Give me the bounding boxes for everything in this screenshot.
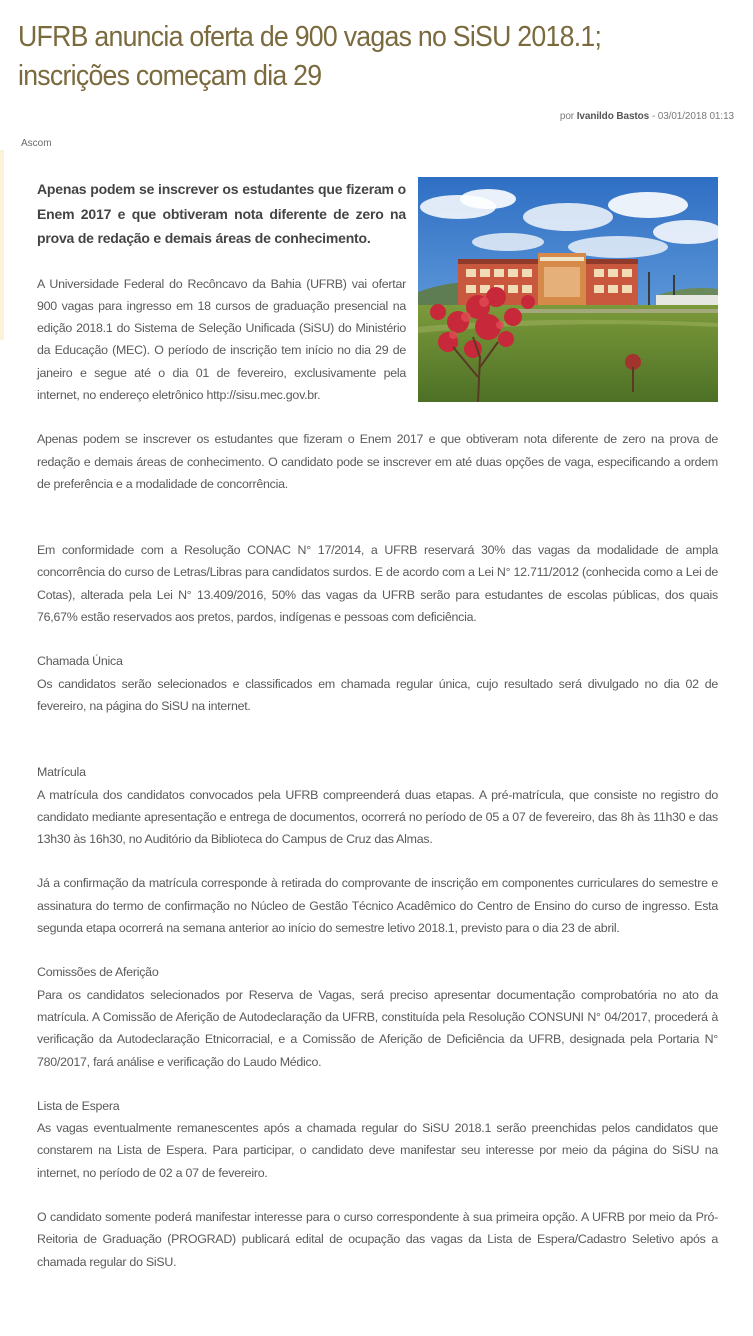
author-name[interactable]: Ivanildo Bastos: [576, 111, 650, 122]
article-lead: Apenas podem se inscrever os estudantes que fizeram o Enem 2017 e que obtiveram nota diferente de zero na prova de redação e demais áreas de conhecimento.: [37, 181, 406, 246]
body-paragraph: Apenas podem se inscrever os estudantes que fizeram o Enem 2017 e que obtiveram nota diferente de zero na prova de redação e demais áreas de conhecimento. O candidato pode se inscrever em até duas opções de vaga, especificando a ordem de preferência e a modalidade de concorrência.: [37, 432, 718, 491]
section-paragraph: Já a confirmação da matrícula corresponde à retirada do comprovante de inscrição em componentes curriculares do semestre e assinatura do termo de confirmação no Núcleo de Gestão Técnico Acadêmico do Centro de Ensino do curso de ingresso. Esta segunda etapa ocorrerá na semana anterior ao início do semestre letivo 2018.1, previsto para o dia 23 de abril.: [37, 876, 718, 936]
article-byline: [560, 111, 734, 122]
article-body: [37, 177, 718, 1273]
article-source: Ascom: [21, 138, 52, 149]
section-heading: Chamada Única: [37, 654, 123, 669]
left-accent-rule: [0, 150, 4, 340]
campus-photo: [418, 177, 718, 402]
section-paragraph: Para os candidatos selecionados por Reserva de Vagas, será preciso apresentar documentação comprobatória no ato da matrícula. A Comissão de Aferição de Autodeclaração da UFRB, constituída pela Resolução CONSUNI N° 04/2017, procederá à verificação da Autodeclaração Etnicorracial, e a Comissão de Aferição de Deficiência da UFRB, designada pela Portaria N° 780/2017, fará análise e verificação do Laudo Médico.: [37, 987, 718, 1069]
section-heading: Lista de Espera: [37, 1098, 120, 1113]
section-paragraph: Os candidatos serão selecionados e classificados em chamada regular única, cujo resultado será divulgado no dia 02 de fevereiro, na página do SiSU na internet.: [37, 676, 718, 713]
byline-prefix: por: [559, 111, 577, 122]
byline-separator: -: [649, 111, 658, 122]
section-paragraph: A matrícula dos candidatos convocados pela UFRB compreenderá duas etapas. A pré-matrícula, que consiste no registro do candidato mediante apresentação e entrega de documentos, ocorrerá no período de 05 a 07 de fevereiro, das 8h às 11h30 e das 13h30 às 16h30, no Auditório da Biblioteca do Campus de Cruz das Almas.: [37, 787, 718, 847]
section-paragraph: O candidato somente poderá manifestar interesse para o curso correspondente à sua primeira opção. A UFRB por meio da Pró-Reitoria de Graduação (PROGRAD) publicará edital de ocupação das vagas da Lista de Espera/Cadastro Seletivo após a chamada regular do SiSU.: [37, 1210, 718, 1269]
section-heading: Comissões de Aferição: [37, 965, 159, 980]
body-paragraph: A Universidade Federal do Recôncavo da Bahia (UFRB) vai ofertar 900 vagas para ingresso em 18 cursos de graduação presencial na edição 2018.1 do Sistema de Seleção Unificada (SiSU) do Ministério da Educação (MEC). O período de inscrição tem início no dia 29 de janeiro e segue até o dia 01 de fevereiro, exclusivamente pela internet, no endereço eletrônico http://sisu.mec.gov.br.: [37, 276, 406, 402]
section-paragraph: As vagas eventualmente remanescentes após a chamada regular do SiSU 2018.1 serão preenchidas pelos candidatos que constarem na Lista de Espera. Para participar, o candidato deve manifestar seu interesse por meio da página do SiSU na internet, no período de 02 a 07 de fevereiro.: [37, 1121, 718, 1180]
article-title: UFRB anuncia oferta de 900 vagas no SiSU 2018.1; inscrições começam dia 29: [18, 21, 602, 92]
body-paragraph: Em conformidade com a Resolução CONAC N° 17/2014, a UFRB reservará 30% das vagas da modalidade de ampla concorrência do curso de Letras/Libras para candidatos surdos. E de acordo com a Lei N° 12.711/2012 (conhecida como a Lei de Cotas), alterada pela Lei N° 13.409/2016, 50% das vagas da UFRB serão para estudantes de escolas públicas, dos quais 76,67% estão reservados aos pretos, pardos, indígenas e pessoas com deficiência.: [37, 543, 718, 625]
campus-photo-image: [418, 177, 718, 402]
section-heading: Matrícula: [37, 765, 86, 780]
publish-date: 03/01/2018 01:13: [657, 111, 734, 122]
